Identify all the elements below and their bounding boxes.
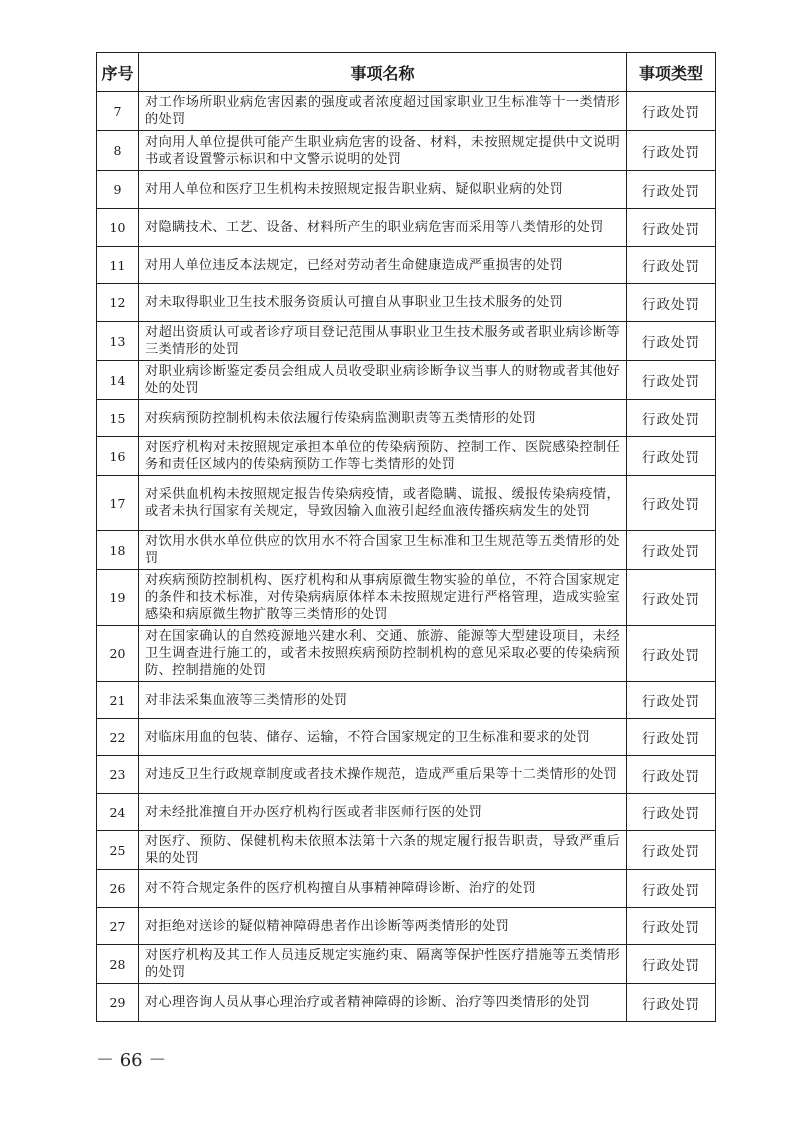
row-item-type: 行政处罚 <box>627 756 716 794</box>
row-item-type: 行政处罚 <box>627 284 716 322</box>
row-item-type: 行政处罚 <box>627 984 716 1022</box>
row-number: 28 <box>97 945 139 984</box>
row-number: 21 <box>97 682 139 719</box>
table-row <box>97 476 716 531</box>
header-item-name: 事项名称 <box>139 53 627 92</box>
row-item-name: 对拒绝对送诊的疑似精神障碍患者作出诊断等两类情形的处罚 <box>139 908 627 945</box>
table-row <box>97 945 716 984</box>
row-item-name: 对非法采集血液等三类情形的处罚 <box>139 682 627 719</box>
row-number: 19 <box>97 570 139 626</box>
row-item-name: 对职业病诊断鉴定委员会组成人员收受职业病诊断争议当事人的财物或者其他好处的处罚 <box>139 361 627 400</box>
row-number: 24 <box>97 794 139 831</box>
row-number: 15 <box>97 400 139 437</box>
row-item-name: 对超出资质认可或者诊疗项目登记范围从事职业卫生技术服务或者职业病诊断等三类情形的处罚 <box>139 322 627 361</box>
row-item-name: 对隐瞒技术、工艺、设备、材料所产生的职业病危害而采用等八类情形的处罚 <box>139 209 627 247</box>
table-row <box>97 682 716 719</box>
row-item-name: 对医疗机构及其工作人员违反规定实施约束、隔离等保护性医疗措施等五类情形的处罚 <box>139 945 627 984</box>
row-item-type: 行政处罚 <box>627 719 716 756</box>
table-row <box>97 171 716 209</box>
row-item-type: 行政处罚 <box>627 92 716 131</box>
row-number: 16 <box>97 437 139 476</box>
table-row <box>97 531 716 570</box>
row-number: 11 <box>97 247 139 284</box>
row-item-name: 对疾病预防控制机构、医疗机构和从事病原微生物实验的单位，不符合国家规定的条件和技术标准，对传染病病原体样本未按照规定进行严格管理，造成实验室感染和病原微生物扩散等三类情形的处罚 <box>139 570 627 626</box>
row-item-type: 行政处罚 <box>627 531 716 570</box>
table-row <box>97 247 716 284</box>
row-item-type: 行政处罚 <box>627 171 716 209</box>
table-row <box>97 322 716 361</box>
table-row <box>97 437 716 476</box>
table-row <box>97 131 716 171</box>
row-item-name: 对医疗机构对未按照规定承担本单位的传染病预防、控制工作、医院感染控制任务和责任区域内的传染病预防工作等七类情形的处罚 <box>139 437 627 476</box>
row-number: 18 <box>97 531 139 570</box>
row-item-name: 对医疗、预防、保健机构未依照本法第十六条的规定履行报告职责，导致严重后果的处罚 <box>139 831 627 870</box>
row-item-type: 行政处罚 <box>627 322 716 361</box>
row-item-name: 对用人单位和医疗卫生机构未按照规定报告职业病、疑似职业病的处罚 <box>139 171 627 209</box>
table-row <box>97 92 716 131</box>
row-number: 23 <box>97 756 139 794</box>
row-item-type: 行政处罚 <box>627 437 716 476</box>
table-row <box>97 209 716 247</box>
row-item-name: 对饮用水供水单位供应的饮用水不符合国家卫生标准和卫生规范等五类情形的处罚 <box>139 531 627 570</box>
row-item-name: 对不符合规定条件的医疗机构擅自从事精神障碍诊断、治疗的处罚 <box>139 870 627 908</box>
table-row <box>97 400 716 437</box>
row-item-type: 行政处罚 <box>627 400 716 437</box>
table-row <box>97 284 716 322</box>
row-number: 27 <box>97 908 139 945</box>
header-item-type: 事项类型 <box>627 53 716 92</box>
row-item-type: 行政处罚 <box>627 131 716 171</box>
header-number: 序号 <box>97 53 139 92</box>
table-row <box>97 908 716 945</box>
row-item-name: 对临床用血的包装、储存、运输，不符合国家规定的卫生标准和要求的处罚 <box>139 719 627 756</box>
row-item-type: 行政处罚 <box>627 626 716 682</box>
row-number: 22 <box>97 719 139 756</box>
items-table <box>96 52 716 1022</box>
row-item-type: 行政处罚 <box>627 247 716 284</box>
row-item-type: 行政处罚 <box>627 831 716 870</box>
table-row <box>97 984 716 1022</box>
row-item-name: 对心理咨询人员从事心理治疗或者精神障碍的诊断、治疗等四类情形的处罚 <box>139 984 627 1022</box>
table-row <box>97 756 716 794</box>
row-number: 10 <box>97 209 139 247</box>
table-row <box>97 570 716 626</box>
table-row <box>97 719 716 756</box>
row-item-name: 对采供血机构未按照规定报告传染病疫情，或者隐瞒、谎报、缓报传染病疫情，或者未执行国家有关规定，导致因输入血液引起经血液传播疾病发生的处罚 <box>139 476 627 531</box>
row-item-name: 对未经批准擅自开办医疗机构行医或者非医师行医的处罚 <box>139 794 627 831</box>
row-item-type: 行政处罚 <box>627 361 716 400</box>
row-item-name: 对在国家确认的自然疫源地兴建水利、交通、旅游、能源等大型建设项目，未经卫生调查进行施工的，或者未按照疾病预防控制机构的意见采取必要的传染病预防、控制措施的处罚 <box>139 626 627 682</box>
row-number: 12 <box>97 284 139 322</box>
table-row <box>97 361 716 400</box>
row-item-type: 行政处罚 <box>627 870 716 908</box>
row-number: 25 <box>97 831 139 870</box>
row-number: 20 <box>97 626 139 682</box>
row-number: 29 <box>97 984 139 1022</box>
row-item-name: 对向用人单位提供可能产生职业病危害的设备、材料，未按照规定提供中文说明书或者设置警示标识和中文警示说明的处罚 <box>139 131 627 171</box>
row-number: 14 <box>97 361 139 400</box>
row-item-name: 对疾病预防控制机构未依法履行传染病监测职责等五类情形的处罚 <box>139 400 627 437</box>
page-number: － 66 － <box>96 1050 167 1071</box>
row-item-name: 对未取得职业卫生技术服务资质认可擅自从事职业卫生技术服务的处罚 <box>139 284 627 322</box>
row-item-type: 行政处罚 <box>627 945 716 984</box>
table-row <box>97 626 716 682</box>
row-item-name: 对违反卫生行政规章制度或者技术操作规范，造成严重后果等十二类情形的处罚 <box>139 756 627 794</box>
table-row <box>97 831 716 870</box>
table-row <box>97 870 716 908</box>
row-number: 7 <box>97 92 139 131</box>
row-number: 13 <box>97 322 139 361</box>
row-item-type: 行政处罚 <box>627 209 716 247</box>
row-number: 8 <box>97 131 139 171</box>
row-item-type: 行政处罚 <box>627 476 716 531</box>
row-item-type: 行政处罚 <box>627 908 716 945</box>
row-item-type: 行政处罚 <box>627 794 716 831</box>
row-number: 9 <box>97 171 139 209</box>
row-item-type: 行政处罚 <box>627 682 716 719</box>
table-row <box>97 794 716 831</box>
row-item-name: 对用人单位违反本法规定，已经对劳动者生命健康造成严重损害的处罚 <box>139 247 627 284</box>
row-item-name: 对工作场所职业病危害因素的强度或者浓度超过国家职业卫生标准等十一类情形的处罚 <box>139 92 627 131</box>
row-number: 17 <box>97 476 139 531</box>
row-item-type: 行政处罚 <box>627 570 716 626</box>
row-number: 26 <box>97 870 139 908</box>
table-header-row <box>97 53 716 92</box>
